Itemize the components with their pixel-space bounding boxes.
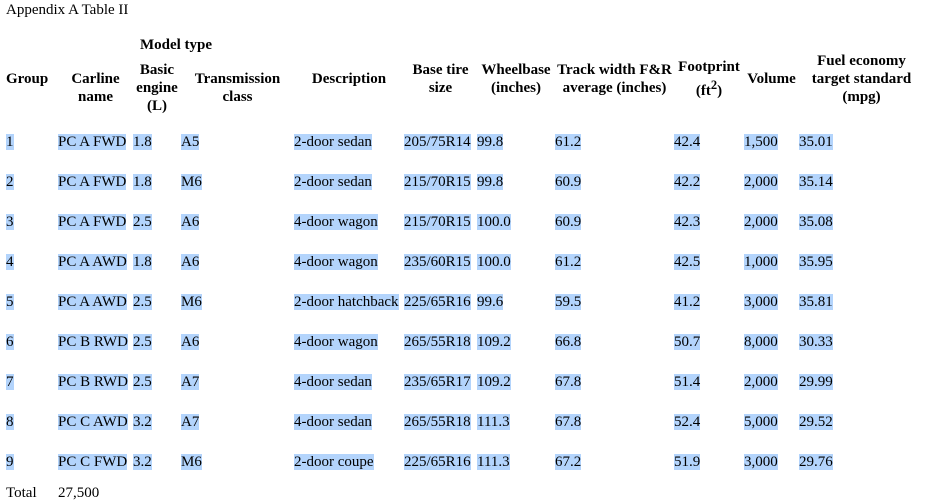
cell-tire: 235/65R17 <box>404 374 471 390</box>
table-row <box>6 362 924 402</box>
cell-group: 7 <box>6 374 14 390</box>
cell-group: 1 <box>6 134 14 150</box>
cell-tire: 205/75R14 <box>404 134 471 150</box>
header-volume: Volume <box>747 71 796 87</box>
cell-trans: M6 <box>181 174 202 190</box>
cell-group: 6 <box>6 334 14 350</box>
cell-trans: A6 <box>181 214 200 230</box>
header-row-top <box>6 36 924 54</box>
cell-desc: 2-door sedan <box>294 174 372 190</box>
cell-tire: 235/60R15 <box>404 254 471 270</box>
cell-wheelbase: 111.3 <box>477 454 510 470</box>
total-label: Total <box>6 485 37 501</box>
cell-fuel: 35.14 <box>799 174 833 190</box>
cell-carline: PC C FWD <box>58 454 128 470</box>
cell-engine: 3.2 <box>133 414 152 430</box>
cell-wheelbase: 100.0 <box>477 214 511 230</box>
cell-group: 2 <box>6 174 14 190</box>
table-row <box>6 202 924 242</box>
cell-wheelbase: 99.8 <box>477 134 504 150</box>
cell-track: 66.8 <box>555 334 582 350</box>
header-wheelbase: Wheelbase (inches) <box>481 62 551 96</box>
cell-engine: 2.5 <box>133 374 152 390</box>
cell-engine: 2.5 <box>133 294 152 310</box>
cell-engine: 1.8 <box>133 254 152 270</box>
table-row <box>6 322 924 362</box>
cell-tire: 215/70R15 <box>404 214 471 230</box>
header-description: Description <box>311 71 387 87</box>
cell-track: 61.2 <box>555 134 582 150</box>
cell-trans: A5 <box>181 134 200 150</box>
total-row <box>6 482 924 504</box>
cell-tire: 265/55R18 <box>404 334 471 350</box>
cell-trans: A6 <box>181 334 200 350</box>
header-track-width: Track width F&R average (inches) <box>557 62 672 96</box>
cell-volume: 8,000 <box>744 334 778 350</box>
cell-tire: 225/65R16 <box>404 294 471 310</box>
cell-volume: 2,000 <box>744 214 778 230</box>
data-table <box>6 36 924 504</box>
total-value: 27,500 <box>58 485 100 501</box>
cell-group: 4 <box>6 254 14 270</box>
table-row <box>6 282 924 322</box>
cell-wheelbase: 109.2 <box>477 334 511 350</box>
cell-desc: 2-door hatchback <box>294 294 399 310</box>
cell-footprint: 42.3 <box>674 214 701 230</box>
cell-volume: 2,000 <box>744 174 778 190</box>
cell-fuel: 30.33 <box>799 334 833 350</box>
header-fuel-economy: Fuel economy target standard (mpg) <box>811 53 912 105</box>
table-row <box>6 442 924 482</box>
cell-engine: 2.5 <box>133 214 152 230</box>
cell-footprint: 52.4 <box>674 414 701 430</box>
cell-group: 9 <box>6 454 14 470</box>
cell-wheelbase: 99.6 <box>477 294 504 310</box>
cell-volume: 1,500 <box>744 134 778 150</box>
cell-track: 60.9 <box>555 174 582 190</box>
cell-track: 67.2 <box>555 454 582 470</box>
cell-fuel: 35.01 <box>799 134 833 150</box>
cell-engine: 3.2 <box>133 454 152 470</box>
cell-footprint: 42.2 <box>674 174 701 190</box>
cell-tire: 265/55R18 <box>404 414 471 430</box>
cell-footprint: 42.5 <box>674 254 701 270</box>
cell-trans: A7 <box>181 414 200 430</box>
table-caption: Appendix A Table II <box>6 2 129 18</box>
cell-fuel: 35.95 <box>799 254 833 270</box>
cell-carline: PC A FWD <box>58 134 127 150</box>
cell-wheelbase: 109.2 <box>477 374 511 390</box>
cell-trans: M6 <box>181 294 202 310</box>
cell-volume: 3,000 <box>744 454 778 470</box>
cell-fuel: 35.81 <box>799 294 833 310</box>
table-row <box>6 122 924 162</box>
cell-carline: PC A FWD <box>58 214 127 230</box>
cell-group: 3 <box>6 214 14 230</box>
cell-carline: PC B RWD <box>58 334 129 350</box>
cell-volume: 3,000 <box>744 294 778 310</box>
cell-desc: 2-door sedan <box>294 134 372 150</box>
cell-track: 60.9 <box>555 214 582 230</box>
cell-desc: 4-door wagon <box>294 214 378 230</box>
cell-volume: 5,000 <box>744 414 778 430</box>
table-row <box>6 242 924 282</box>
header-carline-name: Carline name <box>71 71 120 105</box>
header-group: Group <box>6 71 49 87</box>
cell-desc: 4-door wagon <box>294 254 378 270</box>
cell-wheelbase: 99.8 <box>477 174 504 190</box>
cell-fuel: 35.08 <box>799 214 833 230</box>
cell-desc: 2-door coupe <box>294 454 374 470</box>
cell-group: 8 <box>6 414 14 430</box>
cell-carline: PC A AWD <box>58 294 127 310</box>
cell-desc: 4-door sedan <box>294 374 372 390</box>
cell-track: 61.2 <box>555 254 582 270</box>
cell-fuel: 29.52 <box>799 414 833 430</box>
cell-track: 67.8 <box>555 414 582 430</box>
cell-desc: 4-door sedan <box>294 414 372 430</box>
cell-carline: PC C AWD <box>58 414 128 430</box>
cell-footprint: 41.2 <box>674 294 701 310</box>
cell-trans: A6 <box>181 254 200 270</box>
header-transmission-class: Transmission class <box>194 71 281 105</box>
cell-trans: M6 <box>181 454 202 470</box>
cell-carline: PC B RWD <box>58 374 129 390</box>
cell-wheelbase: 111.3 <box>477 414 510 430</box>
cell-footprint: 51.9 <box>674 454 701 470</box>
cell-track: 67.8 <box>555 374 582 390</box>
cell-engine: 1.8 <box>133 134 152 150</box>
cell-trans: A7 <box>181 374 200 390</box>
cell-tire: 215/70R15 <box>404 174 471 190</box>
cell-volume: 2,000 <box>744 374 778 390</box>
cell-carline: PC A FWD <box>58 174 127 190</box>
table-row <box>6 402 924 442</box>
header-basic-engine: Basic engine (L) <box>136 62 178 114</box>
cell-carline: PC A AWD <box>58 254 127 270</box>
header-footprint: Footprint $(ft^2)$ <box>678 59 740 99</box>
cell-engine: 1.8 <box>133 174 152 190</box>
cell-footprint: 42.4 <box>674 134 701 150</box>
cell-group: 5 <box>6 294 14 310</box>
cell-desc: 4-door wagon <box>294 334 378 350</box>
cell-fuel: 29.76 <box>799 454 833 470</box>
header-model-type: Model type <box>139 37 213 53</box>
cell-engine: 2.5 <box>133 334 152 350</box>
cell-tire: 225/65R16 <box>404 454 471 470</box>
cell-track: 59.5 <box>555 294 582 310</box>
cell-wheelbase: 100.0 <box>477 254 511 270</box>
cell-fuel: 29.99 <box>799 374 833 390</box>
cell-volume: 1,000 <box>744 254 778 270</box>
header-base-tire-size: Base tire size <box>412 62 469 96</box>
cell-footprint: 50.7 <box>674 334 701 350</box>
table-row <box>6 162 924 202</box>
cell-footprint: 51.4 <box>674 374 701 390</box>
